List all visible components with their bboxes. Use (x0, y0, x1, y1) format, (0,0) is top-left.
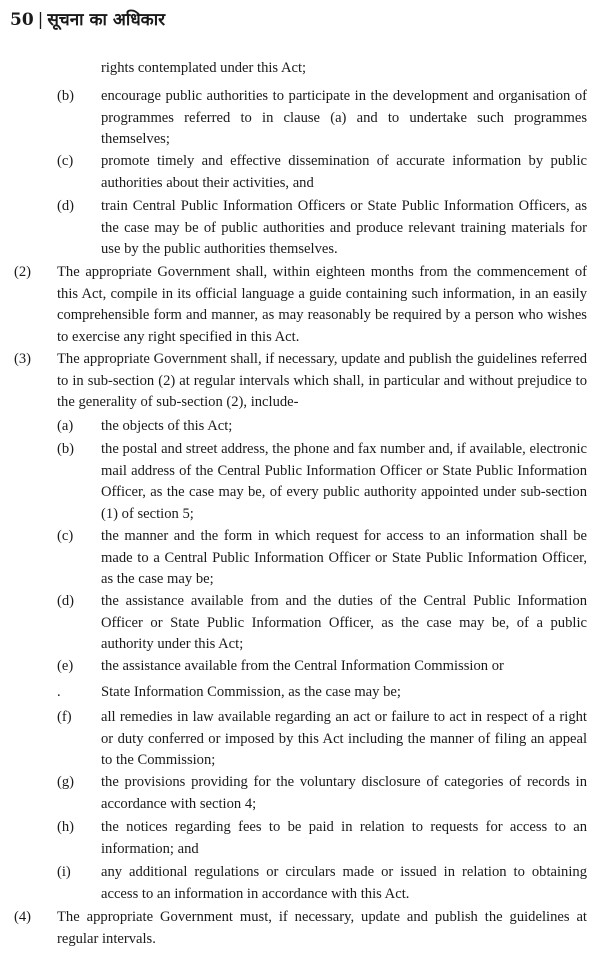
clause-text: the assistance available from and the duties of the Central Public Information Officer or State Public Information Officer, as the case may be, of a public authority under this Act; (101, 593, 587, 652)
clause-marker: (i) (57, 864, 71, 880)
clause-marker: (b) (57, 441, 75, 457)
clause-text: the provisions providing for the voluntary disclosure of categories of records in accordance with section 4; (101, 774, 587, 812)
clause-marker: (g) (57, 774, 75, 790)
clause-marker: (h) (57, 819, 75, 835)
clause-text: State Information Commission, as the case may be; (101, 684, 401, 700)
clause-text: promote timely and effective dissemination of accurate information by public authorities about their activities, and (101, 153, 587, 191)
clause-text: any additional regulations or circulars made or issued in relation to obtaining access to an information in accordance with this Act. (101, 864, 587, 902)
clause-marker: (e) (57, 658, 74, 674)
clause-text: the assistance available from the Central Information Commission or (101, 658, 504, 674)
page-number: 50 (10, 10, 34, 30)
clause-marker: (d) (57, 198, 75, 214)
continuation-text: rights contemplated under this Act; (101, 60, 307, 76)
clause-marker: (b) (57, 88, 75, 104)
header-separator: | (37, 10, 44, 30)
clause-marker: (c) (57, 153, 74, 169)
clause-text: train Central Public Information Officers or State Public Information Officers, as the case may be of public authorities and produce relevant training materials for use by the public authorities themselves. (101, 198, 587, 257)
clause-marker: (c) (57, 528, 74, 544)
running-header (10, 10, 165, 30)
clause-text: the objects of this Act; (101, 418, 233, 434)
clause-text: the postal and street address, the phone and fax number and, if available, electronic mail address of the Central Public Information Officer or State Public Information Officer, as the case may be, of every public authority appointed under sub-section (1) of section 5; (101, 441, 587, 522)
clause-marker: (f) (57, 709, 72, 725)
subsection-text: The appropriate Government must, if necessary, update and publish the guidelines at regular intervals. (57, 909, 587, 947)
subsection-marker: (2) (14, 264, 32, 280)
subsection-marker: (4) (14, 909, 32, 925)
clause-text: the notices regarding fees to be paid in relation to requests for access to an information; and (101, 819, 587, 857)
book-title: सूचना का अधिकार (47, 10, 166, 30)
subsection-marker: (3) (14, 351, 32, 367)
clause-marker: . (57, 684, 61, 700)
clause-text: all remedies in law available regarding an act or failure to act in respect of a right or duty conferred or imposed by this Act including the manner of filing an appeal to the Commission; (101, 709, 587, 768)
subsection-text: The appropriate Government shall, within eighteen months from the commencement of this Act, compile in its official language a guide containing such information, in an easily comprehensible form and manner, as may reasonably be required by a person who wishes to exercise any right specified in this Act. (57, 264, 587, 345)
clause-marker: (a) (57, 418, 74, 434)
clause-marker: (d) (57, 593, 75, 609)
clause-text: the manner and the form in which request for access to an information shall be made to a Central Public Information Officer or State Public Information Officer, as the case may be; (101, 528, 587, 587)
subsection-text: The appropriate Government shall, if necessary, update and publish the guidelines referred to in sub-section (2) at regular intervals which shall, in particular and without prejudice to the generality of sub-section (2), include- (57, 351, 587, 410)
clause-text: encourage public authorities to participate in the development and organisation of programmes referred to in clause (a) and to undertake such programmes themselves; (101, 88, 587, 147)
